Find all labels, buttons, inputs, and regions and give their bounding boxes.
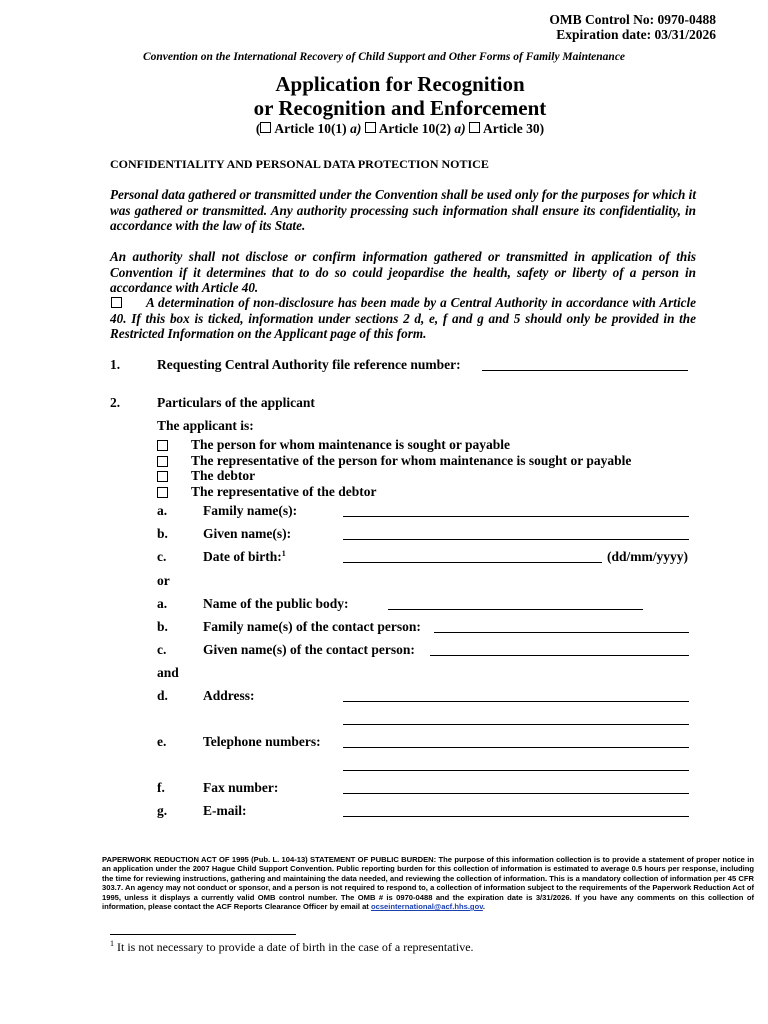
footnote-marker: 1 — [281, 549, 286, 558]
address-field-line-2[interactable] — [343, 724, 689, 725]
date-of-birth-field[interactable] — [343, 562, 602, 563]
section-1-label: Requesting Central Authority file reference number: — [157, 357, 461, 372]
email-label: E-mail: — [203, 803, 247, 818]
telephone-field-line-2[interactable] — [343, 770, 689, 771]
telephone-field-line-1[interactable] — [343, 747, 689, 748]
notice-paragraph-2: An authority shall not disclose or confirm information gathered or transmitted in application of this Convention if it determines that to do so could jeopardise the health, safety or liberty of a person in accordance with Article 40. — [110, 249, 696, 295]
section-1-number: 1. — [110, 357, 121, 372]
option-checkbox[interactable] — [157, 487, 168, 498]
contact-family-name-field[interactable] — [434, 632, 689, 633]
article-10-1-checkbox[interactable] — [260, 122, 271, 133]
public-body-label: Name of the public body: — [203, 596, 349, 611]
field-letter: c. — [157, 642, 167, 657]
address-label: Address: — [203, 688, 255, 703]
field-letter: g. — [157, 803, 168, 818]
and-separator: and — [157, 665, 179, 680]
option-checkbox[interactable] — [157, 471, 168, 482]
contact-given-name-label: Given name(s) of the contact person: — [203, 642, 415, 657]
notice-paragraph-1: Personal data gathered or transmitted under the Convention shall be used only for the purposes for which it was gathered or transmitted. Any authority processing such information shall ensure its confidentiality, in accordance with the law of its State. — [110, 187, 696, 233]
contact-given-name-field[interactable] — [430, 655, 689, 656]
field-letter: e. — [157, 734, 167, 749]
article-30-label: Article 30 — [483, 121, 540, 136]
telephone-label: Telephone numbers: — [203, 734, 321, 749]
article-10-1-label: Article 10(1) — [274, 121, 351, 136]
field-letter: a. — [157, 596, 168, 611]
article-selector: ( Article 10(1) a) Article 10(2) a) Article 30) — [255, 121, 545, 136]
family-name-field[interactable] — [343, 516, 689, 517]
article-30-checkbox[interactable] — [469, 122, 480, 133]
footnote-text: It is not necessary to provide a date of birth in the case of a representative. — [114, 940, 474, 954]
field-letter: a. — [157, 503, 168, 518]
form-title — [0, 72, 768, 120]
option-checkbox[interactable] — [157, 456, 168, 467]
convention-name: Convention on the International Recovery of Child Support and Other Forms of Family Maintenance — [142, 51, 626, 63]
date-of-birth-label: Date of birth:$^1$ — [203, 549, 286, 564]
notice-paragraph-3 — [110, 295, 696, 342]
field-letter: b. — [157, 526, 168, 541]
footnote — [110, 940, 474, 955]
file-reference-field[interactable] — [482, 370, 688, 371]
title-line-2: or Recognition and Enforcement — [253, 96, 547, 120]
section-2-number: 2. — [110, 395, 121, 410]
paperwork-reduction-statement: PAPERWORK REDUCTION ACT OF 1995 (Pub. L. 104-13) STATEMENT OF PUBLIC BURDEN: The purpose of this information collection is to provide a statement of proper notice in an application under the 2007 Hague Child Support Convention. Public reporting burden for this collection of information is estimated to average 0.5 hours per response, including the time for reviewing instructions, gathering and maintaining the data needed, and reviewing the collection of information. This is a mandatory collection of information per 45 CFR 303.7. An agency may not conduct or sponsor, and a person is not required to respond to, a collection of information subject to the requirements of the Paperwork Reduction Act of 1995, unless it displays a currently valid OMB control number. The OMB # is 0970-0488 and the expiration date is 3/31/2026. If you have any comments on this collection of information, please contact the ACF Reports Clearance Officer by email at ocseinternational@acf.hhs.gov. — [102, 855, 754, 912]
title-line-1: Application for Recognition — [275, 72, 525, 96]
given-name-field[interactable] — [343, 539, 689, 540]
given-name-label: Given name(s): — [203, 526, 292, 541]
omb-header — [549, 12, 716, 42]
article-10-2-label: Article 10(2) — [378, 121, 455, 136]
confidentiality-notice-heading: CONFIDENTIALITY AND PERSONAL DATA PROTECTION NOTICE — [110, 157, 489, 171]
section-2-label: Particulars of the applicant — [157, 395, 315, 410]
non-disclosure-text: A determination of non-disclosure has been made by a Central Authority in accordance with Article 40. If this box is ticked, information under sections 2 d, e, f and g and 5 should only be provided in the Restricted Information on the Applicant page of this form. — [110, 295, 696, 341]
expiration-date: Expiration date: 03/31/2026 — [556, 27, 716, 42]
contact-family-name-label: Family name(s) of the contact person: — [203, 619, 421, 634]
public-body-field[interactable] — [388, 609, 643, 610]
article-10-2-checkbox[interactable] — [365, 122, 376, 133]
date-format-hint: (dd/mm/yyyy) — [607, 549, 688, 564]
field-letter: d. — [157, 688, 168, 703]
footnote-number: 1 — [110, 939, 114, 948]
fax-field[interactable] — [343, 793, 689, 794]
field-letter: c. — [157, 549, 167, 564]
address-field-line-1[interactable] — [343, 701, 689, 702]
omb-control-number: OMB Control No: 0970-0488 — [549, 12, 716, 27]
fax-label: Fax number: — [203, 780, 279, 795]
contact-email-link[interactable]: ocseinternational@acf.hhs.gov — [370, 902, 483, 912]
family-name-label: Family name(s): — [203, 503, 298, 518]
option-checkbox[interactable] — [157, 440, 168, 451]
footnote-divider — [110, 934, 296, 935]
field-letter: b. — [157, 619, 168, 634]
non-disclosure-checkbox[interactable] — [111, 297, 122, 308]
or-separator: or — [157, 573, 170, 588]
email-field[interactable] — [343, 816, 689, 817]
applicant-is-label: The applicant is: — [157, 418, 254, 433]
field-letter: f. — [157, 780, 165, 795]
